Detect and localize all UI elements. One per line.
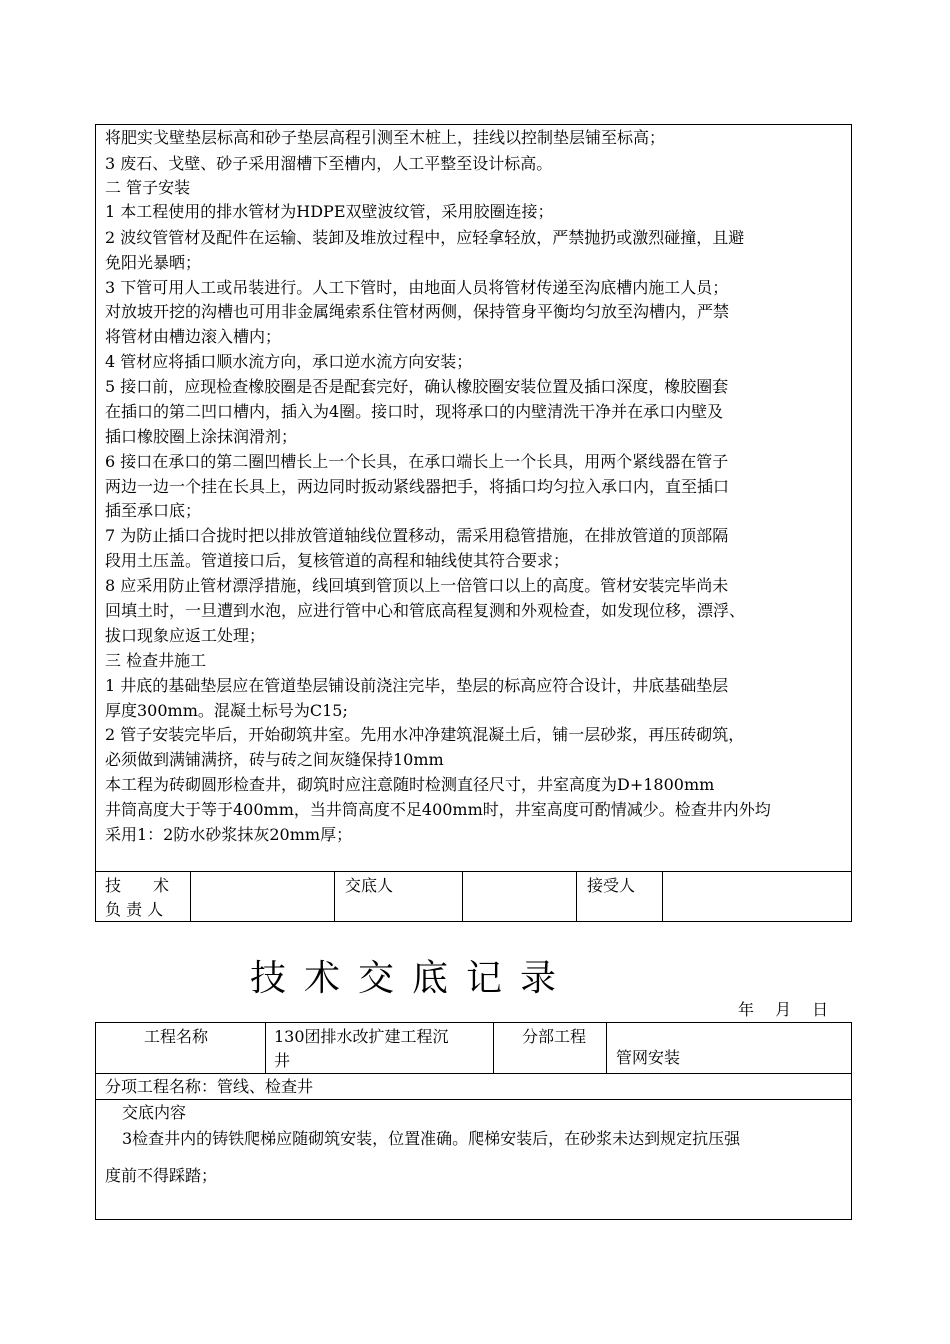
text-line: 井筒高度大于等于400mm，当井筒高度不足400mm时，井室高度可酌情减少。检查井内外均 xyxy=(105,800,771,819)
sign-label-responsible: 负 责 人 xyxy=(105,900,164,919)
sign-col-5 xyxy=(662,871,663,922)
header-col-1 xyxy=(265,1022,266,1074)
text-line: 3 下管可用人工或吊装进行。人工下管时，由地面人员将管材传递至沟底槽内施工人员； xyxy=(105,278,729,297)
record-title: 技术交底记录 xyxy=(250,958,575,999)
header-col-2 xyxy=(493,1022,494,1074)
text-line: 本工程为砖砌圆形检查井，砌筑时应注意随时检测直径尺寸，井室高度为D+1800mm xyxy=(105,775,715,794)
row-divider-1 xyxy=(95,1073,852,1074)
sign-label-presenter: 交底人 xyxy=(345,876,394,895)
text-line: 两边一边一个挂在长具上，两边同时扳动紧线器把手，将插口均匀拉入承口内，直至插口 xyxy=(105,477,730,496)
text-line: 二 管子安装 xyxy=(105,178,191,197)
text-line: 免阳光暴晒； xyxy=(105,253,202,272)
text-line: 将肥实戈壁垫层标高和砂子垫层高程引测至木桩上，挂线以控制垫层铺至标高； xyxy=(105,128,666,147)
project-name-value-line1: 130团排水改扩建工程沉 xyxy=(274,1027,449,1046)
content-line-2: 度前不得踩踏； xyxy=(105,1166,218,1185)
text-line: 插口橡胶圈上涂抹润滑剂； xyxy=(105,427,298,446)
sign-col-4 xyxy=(576,871,577,922)
project-name-value-line2: 井 xyxy=(274,1051,291,1070)
content-line-1: 3检查井内的铸铁爬梯应随砌筑安装，位置准确。爬梯安装后，在砂浆未达到规定抗压强 xyxy=(122,1129,741,1148)
sign-label-technical: 技 术 xyxy=(105,876,170,895)
sign-col-2 xyxy=(334,871,335,922)
text-line: 1 本工程使用的排水管材为HDPE双壁波纹管，采用胶圈连接； xyxy=(105,202,554,221)
text-line: 对放坡开挖的沟槽也可用非金属绳索系住管材两侧，保持管身平衡均匀放至沟槽内，严禁 xyxy=(105,302,730,321)
text-line: 2 波纹管管材及配件在运输、装卸及堆放过程中，应轻拿轻放，严禁抛扔或激烈碰撞，且避 xyxy=(105,228,745,247)
row-divider-2 xyxy=(95,1099,852,1100)
text-line: 采用1：2防水砂浆抹灰20mm厚； xyxy=(105,825,353,844)
sign-col-3 xyxy=(462,871,463,922)
text-line: 三 检查井施工 xyxy=(105,651,207,670)
project-name-label: 工程名称 xyxy=(144,1027,209,1046)
text-line: 6 接口在承口的第二圈凹槽长上一个长具，在承口端长上一个长具，用两个紧线器在管子 xyxy=(105,452,729,471)
content-label: 交底内容 xyxy=(122,1103,187,1122)
record-date: 年 月 日 xyxy=(738,1000,829,1019)
text-line: 段用土压盖。管道接口后，复核管道的高程和轴线使其符合要求； xyxy=(105,551,570,570)
text-line: 插至承口底； xyxy=(105,501,202,520)
text-line: 7 为防止插口合拢时把以排放管道轴线位置移动，需采用稳管措施，在排放管道的顶部隔 xyxy=(105,526,729,545)
header-col-3 xyxy=(606,1022,607,1074)
text-line: 必须做到满铺满挤，砖与砖之间灰缝保持10mm xyxy=(105,750,444,769)
text-line: 在插口的第二凹口槽内，插入为4圈。接口时，现将承口的内壁清洗干净并在承口内壁及 xyxy=(105,402,724,421)
text-line: 拔口现象应返工处理； xyxy=(105,626,266,645)
division-label: 分部工程 xyxy=(522,1027,587,1046)
text-line: 将管材由槽边滚入槽内； xyxy=(105,327,282,346)
sign-col-1 xyxy=(190,871,191,922)
subitem-name: 分项工程名称：管线、检查井 xyxy=(105,1077,314,1096)
text-line: 4 管材应将插口顺水流方向，承口逆水流方向安装； xyxy=(105,352,473,371)
text-line: 5 接口前，应现检查橡胶圈是否是配套完好，确认橡胶圈安装位置及插口深度，橡胶圈套 xyxy=(105,377,729,396)
text-line: 1 井底的基础垫层应在管道垫层铺设前浇注完毕，垫层的标高应符合设计，井底基础垫层 xyxy=(105,676,729,695)
text-line: 回填土时，一旦遭到水泡，应进行管中心和管底高程复测和外观检查，如发现位移，漂浮、 xyxy=(105,601,746,620)
text-line: 8 应采用防止管材漂浮措施，线回填到管顶以上一倍管口以上的高度。管材安装完毕尚未 xyxy=(105,576,729,595)
upper-sign-divider xyxy=(95,871,852,872)
sign-label-receiver: 接受人 xyxy=(587,876,636,895)
division-value: 管网安装 xyxy=(616,1048,681,1067)
record-table xyxy=(95,1022,852,1220)
text-line: 厚度300mm。混凝土标号为C15; xyxy=(105,701,348,720)
text-line: 3 废石、戈壁、砂子采用溜槽下至槽内，人工平整至设计标高。 xyxy=(105,154,553,173)
text-line: 2 管子安装完毕后，开始砌筑井室。先用水冲净建筑混凝土后，铺一层砂浆，再压砖砌筑， xyxy=(105,725,745,744)
